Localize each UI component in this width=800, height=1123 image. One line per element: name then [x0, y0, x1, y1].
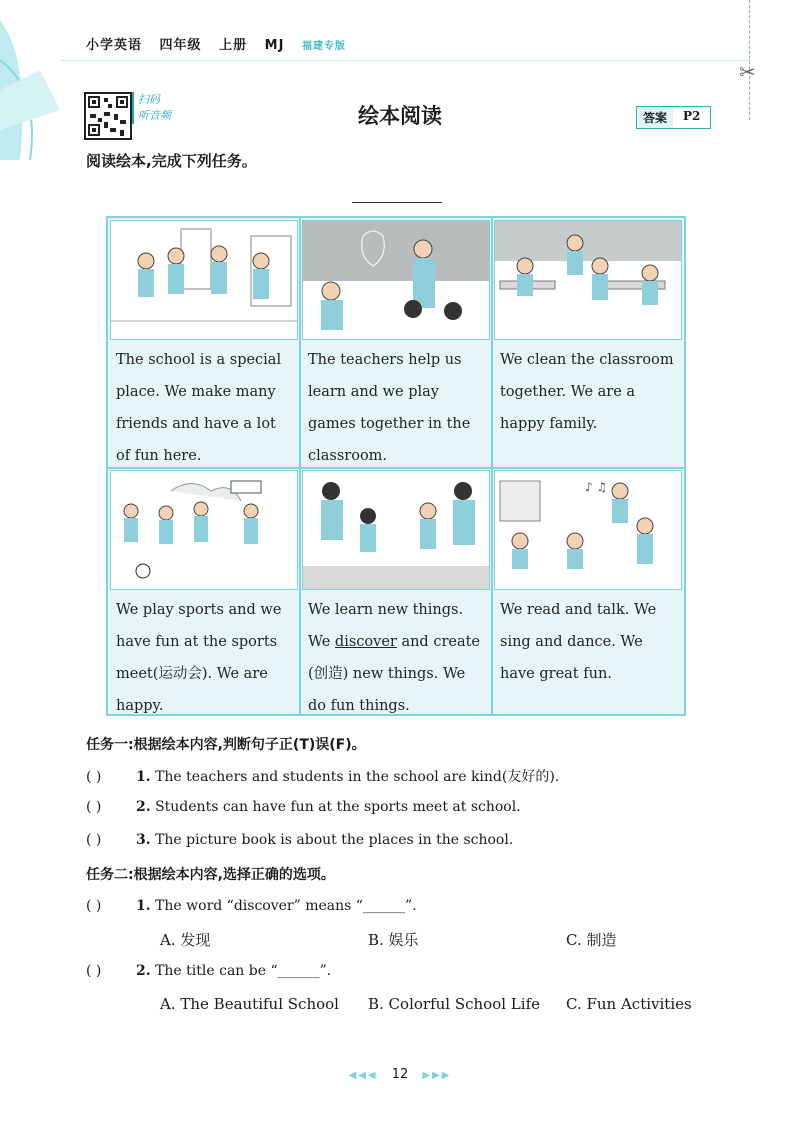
answer-blank[interactable]: ( ): [86, 832, 102, 848]
kids-walking-illustration: [111, 221, 297, 339]
answer-blank[interactable]: ( ): [86, 898, 102, 914]
panel-2-text: The teachers help us learn and we play games together in the classroom.: [308, 352, 471, 464]
page-number: 12: [391, 1067, 409, 1082]
task1-heading: 任务一:根据绘本内容,判断句子正(T)误(F)。: [86, 737, 366, 753]
panel-5-text-b: and create (创造) new things. We do fun things.: [308, 634, 481, 714]
task2-question-2: [86, 963, 331, 979]
question-text: The word “discover” means “______”.: [150, 898, 417, 914]
option-a[interactable]: A. The Beautiful School: [160, 995, 339, 1013]
sports-meet-illustration: [111, 471, 297, 589]
grid-line: [299, 218, 301, 714]
qr-label-line: 扫码: [138, 93, 160, 106]
corner-decoration: [0, 0, 90, 160]
option-b[interactable]: B. Colorful School Life: [368, 995, 540, 1013]
svg-text:♪ ♫: ♪ ♫: [585, 480, 608, 494]
task1-question-1: [86, 766, 559, 786]
prev-arrows-icon: ◀◀◀: [348, 1070, 378, 1081]
learning-new-things-illustration: [303, 471, 489, 589]
panel-1-text: The school is a special place. We make many friends and have a lot of fun here.: [116, 352, 282, 464]
question-number: 1.: [136, 769, 151, 785]
task1-question-3: [86, 832, 513, 848]
subject: 小学英语: [86, 38, 143, 53]
panel-3-text: We clean the classroom together. We are a happy family.: [500, 352, 674, 432]
panel-5-text-a: We learn new things. We: [308, 602, 464, 650]
question-number: 1.: [136, 898, 151, 914]
question-number: 2.: [136, 963, 151, 979]
option-c[interactable]: C. Fun Activities: [566, 995, 692, 1013]
next-arrows-icon: ▶▶▶: [422, 1070, 452, 1081]
panel-2-image: [302, 220, 490, 340]
page-footer: [0, 1067, 800, 1082]
question-number: 2.: [136, 799, 151, 815]
grade: 四年级: [159, 38, 202, 53]
qr-label-line: 听音频: [138, 109, 171, 122]
page-title: 绘本阅读: [358, 104, 442, 128]
cleaning-classroom-illustration: [495, 221, 681, 339]
scissors-icon: ✂: [739, 60, 756, 84]
task1-question-2: [86, 799, 521, 815]
answer-badge[interactable]: [636, 106, 711, 129]
picture-book-grid: [106, 216, 686, 716]
answer-label: 答案: [637, 107, 673, 128]
header-rule: [60, 60, 750, 61]
read-and-dance-illustration: [495, 471, 681, 589]
word-discover: discover: [334, 634, 397, 650]
panel-1-image: [110, 220, 298, 340]
panel-5-text: [302, 592, 492, 716]
divider: [352, 202, 442, 203]
grid-line: [108, 467, 684, 469]
panel-6-image: [494, 470, 682, 590]
book-meta: [86, 34, 358, 53]
question-number: 3.: [136, 832, 151, 848]
panel-6-text: We read and talk. We sing and dance. We have great fun.: [500, 602, 657, 682]
question-text: The picture book is about the places in the school.: [150, 832, 514, 848]
task2-question-1: [86, 898, 417, 914]
instruction: 阅读绘本,完成下列任务。: [86, 152, 257, 170]
answer-blank[interactable]: ( ): [86, 769, 102, 785]
series: MJ: [264, 38, 285, 53]
teacher-blackboard-illustration: [303, 221, 489, 339]
grid-line: [491, 218, 493, 714]
panel-4-text: We play sports and we have fun at the sports meet(运动会). We are happy.: [116, 602, 282, 714]
panel-4-image: [110, 470, 298, 590]
option-b[interactable]: B. 娱乐: [368, 931, 419, 949]
answer-blank[interactable]: ( ): [86, 799, 102, 815]
question-text: The teachers and students in the school are kind(友好的).: [150, 769, 560, 785]
panel-3-image: [494, 220, 682, 340]
question-text: Students can have fun at the sports meet at school.: [150, 799, 521, 815]
option-a[interactable]: A. 发现: [160, 931, 211, 949]
answer-blank[interactable]: ( ): [86, 963, 102, 979]
option-c[interactable]: C. 制造: [566, 931, 617, 949]
task2-heading: 任务二:根据绘本内容,选择正确的选项。: [86, 867, 335, 883]
answer-page: P2: [683, 109, 701, 123]
volume: 上册: [219, 38, 248, 53]
edition-badge: 福建专版: [301, 41, 346, 52]
question-text: The title can be “______”.: [150, 963, 332, 979]
panel-5-image: [302, 470, 490, 590]
